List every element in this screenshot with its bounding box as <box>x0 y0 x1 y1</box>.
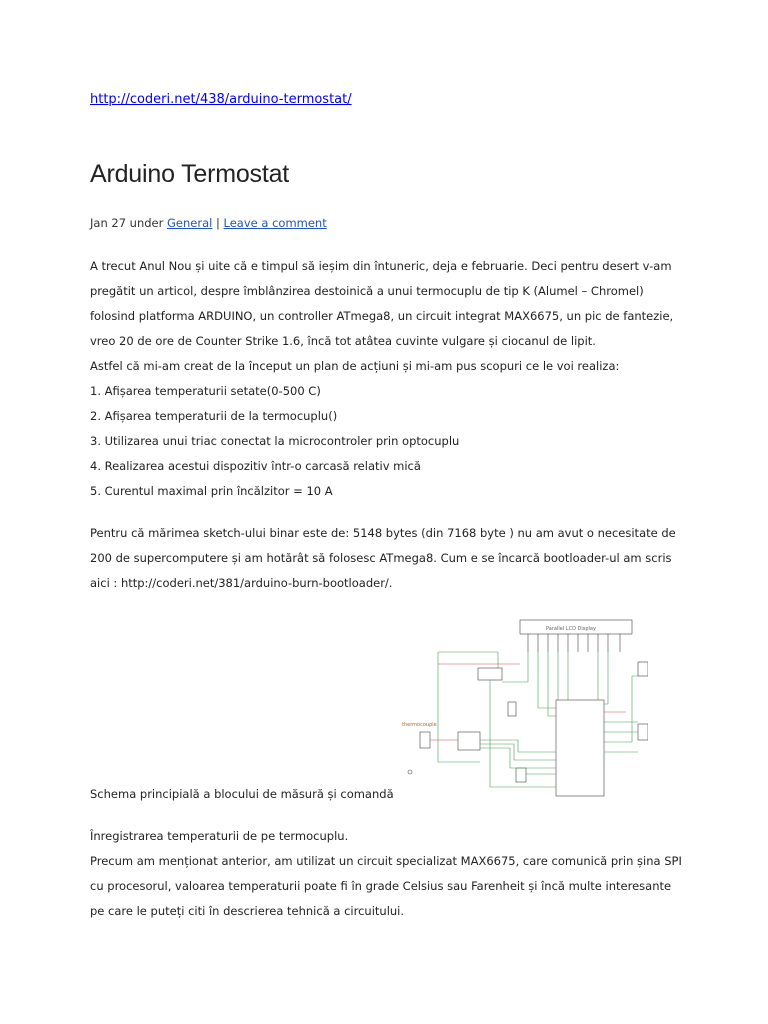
intro-paragraph <box>90 254 690 504</box>
text-line: Astfel că mi-am creat de la început un plan de acțiuni și mi-am pus scopuri ce le voi realiza: <box>90 359 620 373</box>
schematic-caption: Schema principială a blocului de măsură și comandă <box>90 787 394 801</box>
thermocouple-connector <box>420 732 430 748</box>
transistor <box>516 768 526 782</box>
thermocouple-label: thermocouple <box>402 722 437 728</box>
text-line: Pentru că mărimea sketch-ului binar este de: 5148 bytes (din 7168 byte ) nu am avut o necesitate de <box>90 526 676 540</box>
post-title: Arduino Termostat <box>90 160 290 188</box>
text-line: vreo 20 de ore de Counter Strike 1.6, încă tot atâtea cuvinte vulgare și ciocanul de lipit. <box>90 334 596 348</box>
leave-comment-link[interactable]: Leave a comment <box>223 216 327 230</box>
text-line: aici : http://coderi.net/381/arduino-burn-bootloader/. <box>90 576 393 590</box>
post-meta <box>90 216 327 230</box>
section-heading: Înregistrarea temperaturii de pe termocuplu. <box>90 829 349 843</box>
microcontroller-chip <box>556 700 604 796</box>
source-url-link[interactable]: http://coderi.net/438/arduino-termostat/ <box>90 92 352 107</box>
category-link[interactable]: General <box>167 216 213 230</box>
goal-item: 1. Afișarea temperaturii setate(0-500 C) <box>90 384 321 398</box>
post-date: Jan 27 under <box>90 216 164 230</box>
goal-item: 4. Realizarea acestui dispozitiv într-o carcasă relativ mică <box>90 459 421 473</box>
output-connector <box>638 724 648 740</box>
text-line: pe care le puteți citi în descrierea tehnică a circuitului. <box>90 904 405 918</box>
section-paragraph <box>90 824 690 924</box>
potentiometer <box>478 668 502 680</box>
ground-symbol <box>408 770 412 774</box>
text-line: Precum am menționat anterior, am utilizat un circuit specializat MAX6675, care comunică prin șina SPI <box>90 854 682 868</box>
max6675-chip <box>458 732 480 750</box>
power-connector <box>638 662 648 676</box>
sketch-paragraph <box>90 521 690 596</box>
text-line: cu procesorul, valoarea temperaturii poate fi în grade Celsius sau Farenheit și încă multe interesante <box>90 879 672 893</box>
goal-item: 2. Afișarea temperaturii de la termocuplu() <box>90 409 338 423</box>
goal-item: 3. Utilizarea unui triac conectat la microcontroler prin optocuplu <box>90 434 460 448</box>
goal-item: 5. Curentul maximal prin încălzitor = 10 A <box>90 484 333 498</box>
text-line: folosind platforma ARDUINO, un controller ATmega8, un circuit integrat MAX6675, un pic de fantezie, <box>90 309 674 323</box>
lcd-label: Parallel LCD Display <box>546 626 596 632</box>
text-line: 200 de supercomputere și am hotărât să folosesc ATmega8. Cum e se încarcă bootloader-ul am scris <box>90 551 672 565</box>
meta-separator: | <box>216 216 220 230</box>
text-line: A trecut Anul Nou și uite că e timpul să ieșim din întuneric, deja e februarie. Deci pentru desert v-am <box>90 259 672 273</box>
text-line: pregătit un articol, despre îmblânzirea destoinică a unui termocuplu de tip K (Alumel – Chromel) <box>90 284 644 298</box>
circuit-schematic-image <box>398 612 648 802</box>
crystal <box>508 702 516 716</box>
